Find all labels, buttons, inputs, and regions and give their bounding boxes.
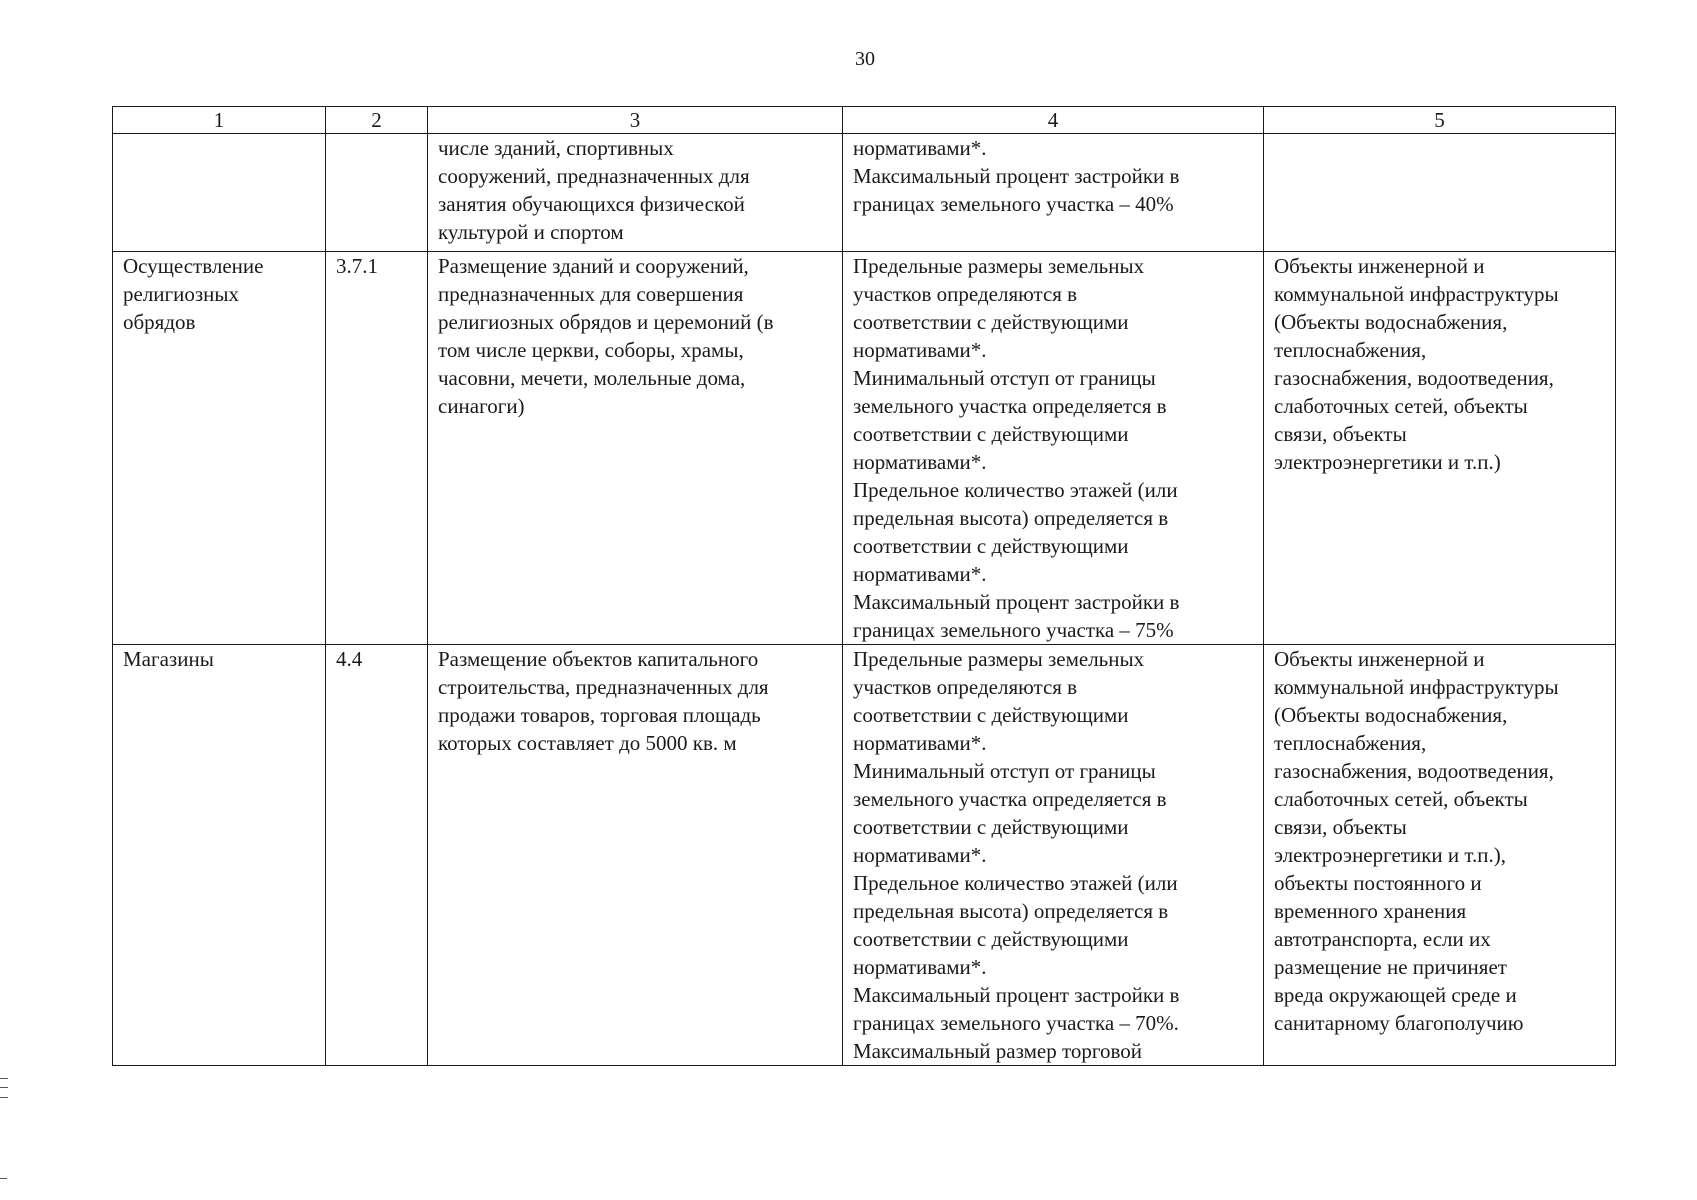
description-line: Размещение зданий и сооружений, (438, 254, 749, 278)
auxiliary-line: размещение не причиняет (1274, 955, 1507, 979)
table-row (113, 252, 1616, 645)
column-header-3: 3 (428, 107, 843, 134)
description-line: культурой и спортом (438, 220, 624, 244)
parameters-line: нормативами*. (853, 338, 987, 362)
auxiliary-line: теплоснабжения, (1274, 731, 1427, 755)
parameters-line: границах земельного участка – 70%. (853, 1011, 1179, 1035)
auxiliary-line: (Объекты водоснабжения, (1274, 310, 1508, 334)
parameters-line: Максимальный процент застройки в (853, 983, 1180, 1007)
parameters-line: участков определяются в (853, 282, 1078, 306)
column-header-1: 1 (113, 107, 326, 134)
auxiliary-line: связи, объекты (1274, 815, 1407, 839)
use-parameters-cell (843, 134, 1264, 252)
auxiliary-line: Объекты инженерной и (1274, 647, 1485, 671)
use-auxiliary-cell (1264, 134, 1616, 252)
use-description-cell (428, 252, 843, 645)
auxiliary-line: газоснабжения, водоотведения, (1274, 366, 1554, 390)
parameters-line: Предельные размеры земельных (853, 254, 1145, 278)
parameters-line: предельная высота) определяется в (853, 899, 1169, 923)
parameters-line: Предельное количество этажей (или (853, 871, 1178, 895)
use-auxiliary-cell (1264, 645, 1616, 1066)
description-line: строительства, предназначенных для (438, 675, 769, 699)
page-number: 30 (855, 48, 875, 70)
description-line: том числе церкви, соборы, храмы, (438, 338, 744, 362)
parameters-line: соответствии с действующими (853, 815, 1129, 839)
description-line: сооружений, предназначенных для (438, 164, 750, 188)
parameters-line: соответствии с действующими (853, 927, 1129, 951)
description-line: часовни, мечети, молельные дома, (438, 366, 746, 390)
land-use-table (112, 106, 1616, 1066)
auxiliary-line: автотранспорта, если их (1274, 927, 1491, 951)
auxiliary-line: объекты постоянного и (1274, 871, 1482, 895)
auxiliary-line: коммунальной инфраструктуры (1274, 675, 1559, 699)
description-line: Размещение объектов капитального (438, 647, 759, 671)
auxiliary-line: коммунальной инфраструктуры (1274, 282, 1559, 306)
parameters-line: Максимальный процент застройки в (853, 164, 1180, 188)
use-name-cell: Осуществление религиозных обрядов (113, 252, 326, 645)
description-line: продажи товаров, торговая площадь (438, 703, 761, 727)
parameters-line: границах земельного участка – 40% (853, 192, 1174, 216)
parameters-line: соответствии с действующими (853, 422, 1129, 446)
column-header-5: 5 (1264, 107, 1616, 134)
parameters-line: нормативами*. (853, 843, 987, 867)
parameters-line: соответствии с действующими (853, 310, 1129, 334)
parameters-line: Предельное количество этажей (или (853, 478, 1178, 502)
auxiliary-line: Объекты инженерной и (1274, 254, 1485, 278)
margin-tick-marks (0, 1078, 8, 1098)
parameters-line: соответствии с действующими (853, 534, 1129, 558)
auxiliary-line: электроэнергетики и т.п.) (1274, 450, 1501, 474)
table-row (113, 645, 1616, 1066)
description-line: религиозных обрядов и церемоний (в (438, 310, 774, 334)
auxiliary-line: вреда окружающей среде и (1274, 983, 1517, 1007)
parameters-line: нормативами*. (853, 955, 987, 979)
parameters-line: Максимальный размер торговой (853, 1039, 1142, 1063)
parameters-line: земельного участка определяется в (853, 394, 1167, 418)
auxiliary-line: электроэнергетики и т.п.), (1274, 843, 1506, 867)
use-code-cell (326, 134, 428, 252)
use-parameters-cell (843, 252, 1264, 645)
parameters-line: соответствии с действующими (853, 703, 1129, 727)
use-code-cell: 4.4 (326, 645, 428, 1066)
auxiliary-line: временного хранения (1274, 899, 1467, 923)
parameters-line: предельная высота) определяется в (853, 506, 1169, 530)
auxiliary-line: слаботочных сетей, объекты (1274, 394, 1528, 418)
description-line: предназначенных для совершения (438, 282, 744, 306)
use-code-cell: 3.7.1 (326, 252, 428, 645)
parameters-line: нормативами*. (853, 450, 987, 474)
use-parameters-cell (843, 645, 1264, 1066)
table-header-row (113, 107, 1616, 134)
description-line: занятия обучающихся физической (438, 192, 745, 216)
auxiliary-line: (Объекты водоснабжения, (1274, 703, 1508, 727)
parameters-line: Минимальный отступ от границы (853, 759, 1156, 783)
description-line: синагоги) (438, 394, 525, 418)
description-line: числе зданий, спортивных (438, 136, 674, 160)
auxiliary-line: санитарному благополучию (1274, 1011, 1524, 1035)
use-description-cell (428, 134, 843, 252)
auxiliary-line: связи, объекты (1274, 422, 1407, 446)
column-header-2: 2 (326, 107, 428, 134)
parameters-line: границах земельного участка – 75% (853, 618, 1174, 642)
parameters-line: нормативами*. (853, 731, 987, 755)
use-name-cell (113, 134, 326, 252)
auxiliary-line: газоснабжения, водоотведения, (1274, 759, 1554, 783)
parameters-line: Минимальный отступ от границы (853, 366, 1156, 390)
auxiliary-line: теплоснабжения, (1274, 338, 1427, 362)
column-header-4: 4 (843, 107, 1264, 134)
auxiliary-line: слаботочных сетей, объекты (1274, 787, 1528, 811)
parameters-line: нормативами*. (853, 562, 987, 586)
table-row (113, 134, 1616, 252)
use-auxiliary-cell (1264, 252, 1616, 645)
parameters-line: Максимальный процент застройки в (853, 590, 1180, 614)
parameters-line: участков определяются в (853, 675, 1078, 699)
use-name-cell: Магазины (113, 645, 326, 1066)
use-description-cell (428, 645, 843, 1066)
description-line: которых составляет до 5000 кв. м (438, 731, 737, 755)
parameters-line: земельного участка определяется в (853, 787, 1167, 811)
parameters-line: Предельные размеры земельных (853, 647, 1145, 671)
margin-dash (0, 1178, 7, 1179)
parameters-line: нормативами*. (853, 136, 987, 160)
